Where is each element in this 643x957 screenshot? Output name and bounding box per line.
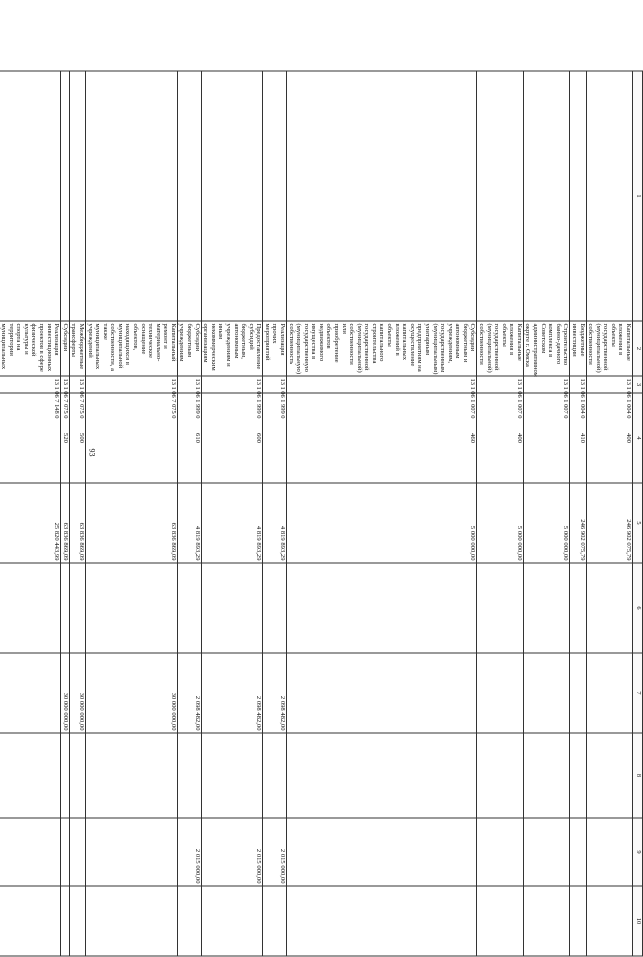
cell-vr: 400 xyxy=(477,393,523,483)
row-index-cell xyxy=(586,71,632,321)
cell-code: 13 1 06 1 999 0 xyxy=(263,376,287,393)
cell-c5: 5 000 000,00 xyxy=(477,483,523,563)
cell-c9: 2 015 000,00 xyxy=(201,818,263,886)
cell-c8 xyxy=(523,733,569,818)
cell-c9: 2 015 000,00 xyxy=(263,818,287,886)
cell-code: 13 1 06 1 999 0 xyxy=(201,376,263,393)
header-cell: 3 xyxy=(633,376,643,393)
cell-c6 xyxy=(61,563,70,653)
cell-c7: 2 098 482,00 xyxy=(177,653,201,733)
row-index-cell xyxy=(570,71,586,321)
cell-c10 xyxy=(85,886,177,956)
cell-c9 xyxy=(523,818,569,886)
cell-c9 xyxy=(0,818,61,886)
cell-vr xyxy=(85,393,177,483)
cell-c9 xyxy=(586,818,632,886)
cell-c7: 2 098 482,00 xyxy=(201,653,263,733)
row-index-cell xyxy=(477,71,523,321)
row-index-cell xyxy=(85,71,177,321)
table-row xyxy=(85,71,177,956)
cell-c7: 30 000 000,00 xyxy=(85,653,177,733)
cell-c5: 246 902 075,79 xyxy=(570,483,586,563)
table-row xyxy=(523,71,569,956)
header-cell: 9 xyxy=(633,818,643,886)
cell-name: Капитальные вложения в объекты государственной (муниципальной) собственности xyxy=(586,321,632,376)
header-cell: 7 xyxy=(633,653,643,733)
cell-c10 xyxy=(177,886,201,956)
row-index-cell xyxy=(286,71,476,321)
cell-code: 13 1 06 7 148 0 xyxy=(0,376,61,393)
cell-c6 xyxy=(0,563,61,653)
header-cell: 2 xyxy=(633,321,643,376)
cell-code: 13 1 06 7 075 0 xyxy=(85,376,177,393)
cell-name: Субсидии бюджетным учреждениям xyxy=(177,321,201,376)
cell-name: Межбюджетные трансферты xyxy=(69,321,85,376)
cell-c7 xyxy=(286,653,476,733)
cell-c8 xyxy=(85,733,177,818)
row-index-cell xyxy=(61,71,70,321)
cell-c10 xyxy=(586,886,632,956)
cell-vr: 610 xyxy=(177,393,201,483)
budget-table-sheet xyxy=(0,71,643,956)
table-row xyxy=(286,71,476,956)
cell-name: Реализация прочих мероприятий xyxy=(263,321,287,376)
cell-name: Бюджетные инвестиции xyxy=(570,321,586,376)
table-row xyxy=(61,71,70,956)
cell-c6 xyxy=(586,563,632,653)
page-number: 93 xyxy=(87,448,97,457)
cell-c8 xyxy=(177,733,201,818)
cell-c7 xyxy=(0,653,61,733)
cell-c7 xyxy=(586,653,632,733)
cell-code: 13 1 06 1 004 0 xyxy=(586,376,632,393)
row-index-cell xyxy=(69,71,85,321)
table-row xyxy=(69,71,85,956)
cell-c8 xyxy=(61,733,70,818)
cell-c7 xyxy=(570,653,586,733)
cell-c8 xyxy=(477,733,523,818)
table-row xyxy=(201,71,263,956)
cell-c8 xyxy=(586,733,632,818)
cell-c10 xyxy=(69,886,85,956)
header-cell: 6 xyxy=(633,563,643,653)
cell-code: 13 1 06 1 004 0 xyxy=(570,376,586,393)
cell-c8 xyxy=(69,733,85,818)
cell-c6 xyxy=(477,563,523,653)
cell-code: 13 1 06 1 007 0 xyxy=(523,376,569,393)
cell-vr: 600 xyxy=(201,393,263,483)
cell-c9 xyxy=(477,818,523,886)
cell-code: 13 1 06 7 075 0 xyxy=(61,376,70,393)
cell-c6 xyxy=(570,563,586,653)
cell-name: Субсидии бюджетным и автономным учреждениям, государственным (муниципальным) унитарным предприятиям на осуществление капитальных вложений в объекты капитального строительства государственной (муниципальной) собственности или приобретение объектов недвижимого имущества в государственную (муниципальную) собственность xyxy=(286,321,476,376)
row-index-cell xyxy=(177,71,201,321)
cell-c9 xyxy=(85,818,177,886)
row-index-cell xyxy=(263,71,287,321)
cell-c7: 2 098 482,00 xyxy=(263,653,287,733)
cell-vr xyxy=(0,393,61,483)
cell-name: Субсидии xyxy=(61,321,70,376)
cell-vr: 520 xyxy=(61,393,70,483)
header-cell: 1 xyxy=(633,71,643,321)
cell-c5: 63 836 869,09 xyxy=(61,483,70,563)
cell-c8 xyxy=(201,733,263,818)
cell-c8 xyxy=(263,733,287,818)
cell-c10 xyxy=(201,886,263,956)
cell-c9 xyxy=(61,818,70,886)
cell-c7 xyxy=(477,653,523,733)
cell-c6 xyxy=(263,563,287,653)
cell-code: 13 1 06 7 075 0 xyxy=(69,376,85,393)
cell-c9 xyxy=(570,818,586,886)
header-row xyxy=(633,71,643,956)
header-cell: 8 xyxy=(633,733,643,818)
cell-c9: 2 015 000,00 xyxy=(177,818,201,886)
cell-c6 xyxy=(286,563,476,653)
cell-c5: 4 819 893,29 xyxy=(201,483,263,563)
cell-c5: 5 000 000,00 xyxy=(286,483,476,563)
cell-code: 13 1 06 1 007 0 xyxy=(286,376,476,393)
cell-name: Капитальные вложения в объекты государственной (муниципальной) собственности xyxy=(477,321,523,376)
cell-c10 xyxy=(286,886,476,956)
cell-c6 xyxy=(201,563,263,653)
cell-name: Предоставление субсидий бюджетным, автономным учреждениям и иным некоммерческим организациям xyxy=(201,321,263,376)
cell-vr: 410 xyxy=(570,393,586,483)
cell-c10 xyxy=(570,886,586,956)
cell-c8 xyxy=(0,733,61,818)
header-cell: 5 xyxy=(633,483,643,563)
cell-code: 13 1 06 1 007 0 xyxy=(477,376,523,393)
cell-c7: 30 000 000,00 xyxy=(61,653,70,733)
cell-name: Строительство банно-дачного комплекса в Советском административном округе г. Омска xyxy=(523,321,569,376)
row-index-cell xyxy=(201,71,263,321)
cell-c6 xyxy=(177,563,201,653)
cell-c5: 4 819 893,29 xyxy=(177,483,201,563)
cell-name: Реализация инвестиционных проектов в сфере физической культуры и спорта на территории муниципальных xyxy=(0,321,61,376)
table-body xyxy=(0,71,643,956)
cell-c9 xyxy=(69,818,85,886)
cell-c5: 25 820 443,99 xyxy=(0,483,61,563)
row-index-cell xyxy=(523,71,569,321)
cell-c10 xyxy=(477,886,523,956)
cell-c7: 30 000 000,00 xyxy=(69,653,85,733)
cell-c5: 246 902 075,79 xyxy=(586,483,632,563)
budget-table xyxy=(0,71,643,957)
header-cell: 4 xyxy=(633,393,643,483)
cell-c6 xyxy=(69,563,85,653)
cell-c5: 5 000 000,00 xyxy=(523,483,569,563)
cell-c8 xyxy=(286,733,476,818)
cell-c5: 4 819 893,29 xyxy=(263,483,287,563)
header-cell: 10 xyxy=(633,886,643,956)
cell-c10 xyxy=(0,886,61,956)
table-row xyxy=(477,71,523,956)
cell-vr: 500 xyxy=(69,393,85,483)
cell-vr: 460 xyxy=(286,393,476,483)
row-index-cell xyxy=(0,71,61,321)
cell-c10 xyxy=(523,886,569,956)
cell-c6 xyxy=(523,563,569,653)
cell-c8 xyxy=(570,733,586,818)
cell-c5: 63 836 869,09 xyxy=(85,483,177,563)
cell-c9 xyxy=(286,818,476,886)
cell-vr: 400 xyxy=(586,393,632,483)
table-row xyxy=(586,71,632,956)
cell-code: 13 1 06 1 999 0 xyxy=(177,376,201,393)
cell-name: Капитальный ремонт и материально-техническое оснащение объектов, находящихся в муниципальной собственности, а также муниципальных учреждений xyxy=(85,321,177,376)
table-row xyxy=(263,71,287,956)
cell-c7 xyxy=(523,653,569,733)
table-row xyxy=(570,71,586,956)
cell-c5: 63 836 869,09 xyxy=(69,483,85,563)
cell-c10 xyxy=(61,886,70,956)
table-row xyxy=(0,71,61,956)
cell-c6 xyxy=(85,563,177,653)
cell-c10 xyxy=(263,886,287,956)
table-row xyxy=(177,71,201,956)
